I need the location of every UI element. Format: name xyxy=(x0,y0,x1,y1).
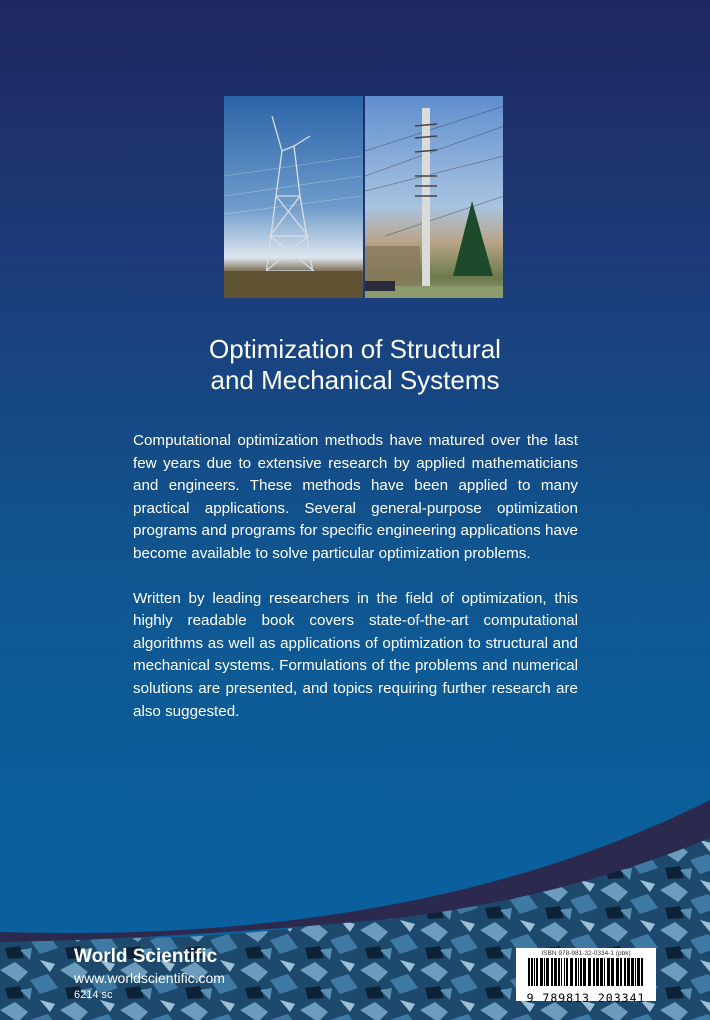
blurb-paragraph: Computational optimization methods have matured over the last few years due to extensive research by applied mathematicians and engineers. These methods have been applied to many practical applications. Several general-purpose optimization programs and programs for specific engineering applications have become available to solve particular optimization problems. xyxy=(133,432,578,562)
publisher-name: World Scientific xyxy=(74,946,218,967)
isbn-barcode xyxy=(516,948,656,1005)
barcode-number: 9 789813 203341 xyxy=(526,991,646,1005)
publisher-url[interactable]: www.worldscientific.com xyxy=(74,970,225,986)
barcode-bars xyxy=(516,957,656,987)
blurb-paragraph: Written by leading researchers in the field of optimization, this highly readable book covers state-of-the-art computational algorithms as well as applications of optimization to structural and mechanical systems. Formulations of the problems and numerical solutions are presented, and topics requiring further research are also suggested. xyxy=(133,589,578,720)
title-line-1: Optimization of Structural xyxy=(209,334,501,364)
isbn-label: ISBN 978-981-32-0334-1 (pbk) xyxy=(541,950,631,957)
title-line-2: and Mechanical Systems xyxy=(210,365,500,395)
catalog-code: 6214 sc xyxy=(74,989,113,1001)
publisher-block xyxy=(74,946,225,1001)
